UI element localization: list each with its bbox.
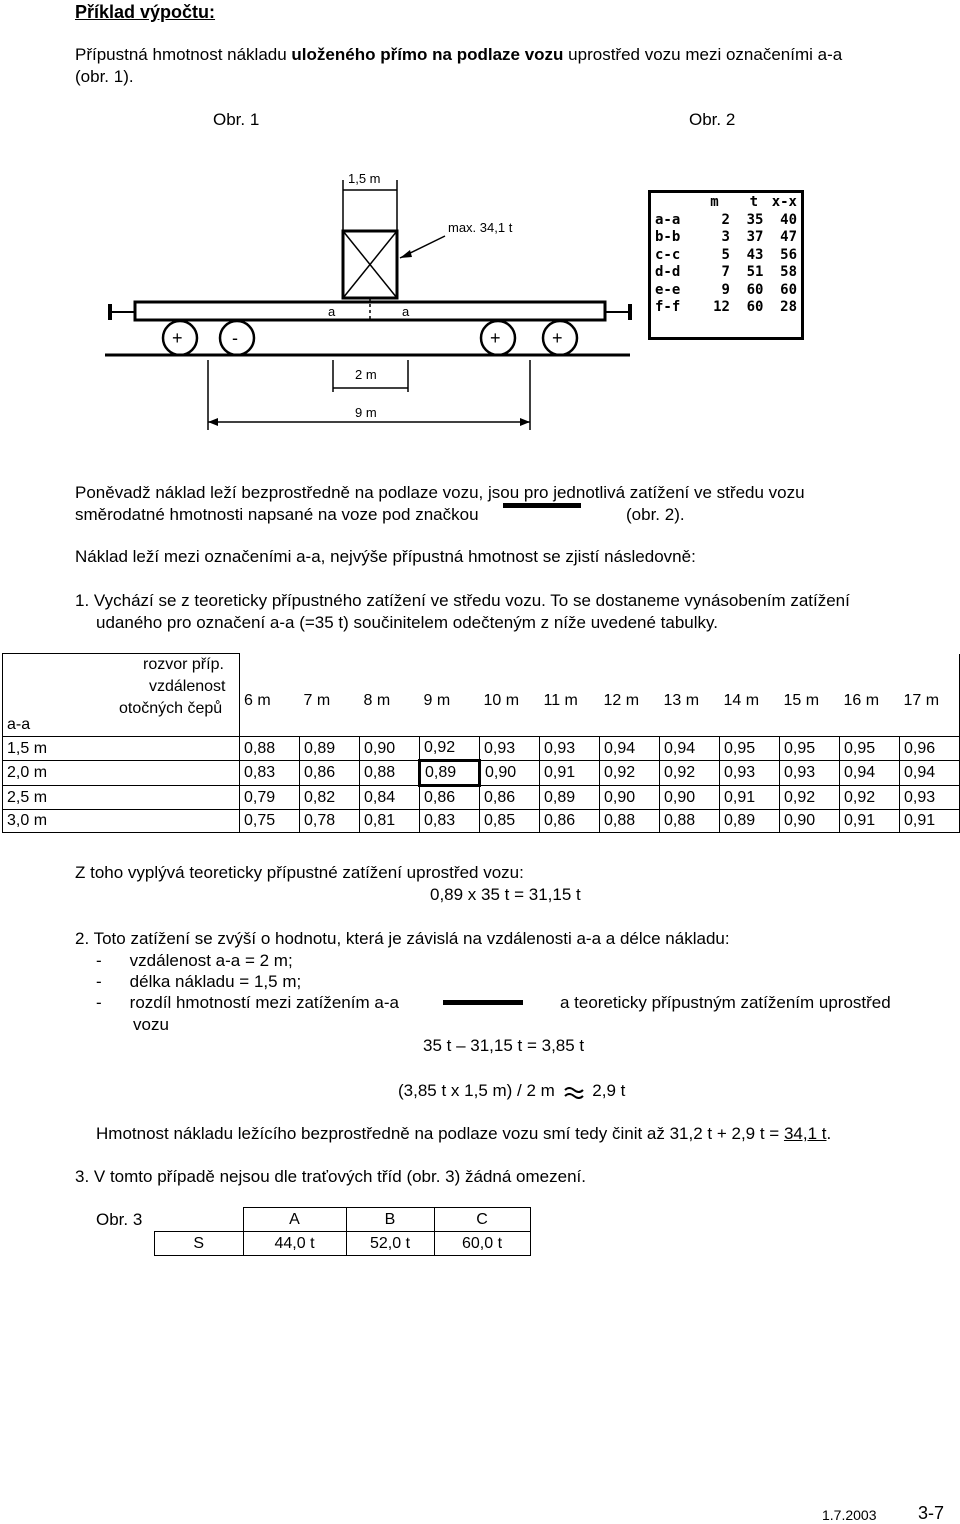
- table-cell: 0,90: [780, 810, 840, 833]
- table-row: [3, 761, 960, 786]
- row-label: 1,5 m: [3, 737, 240, 761]
- route-class-row: [155, 1232, 531, 1256]
- load-mark-symbol-2: [443, 1000, 523, 1005]
- column-header: 8 m: [363, 692, 391, 709]
- table-cell: 0,82: [300, 786, 360, 810]
- page-title: Příklad výpočtu:: [75, 2, 216, 22]
- table-cell: 0,88: [600, 810, 660, 833]
- row-label: 3,0 m: [3, 810, 240, 833]
- table-cell: 0,84: [360, 786, 420, 810]
- outer-dim-label: 9 m: [355, 405, 377, 420]
- final-line: Hmotnost nákladu ležícího bezprostředně na podlaze vozu smí tedy činit až 31,2 t + 2,9 t = 34,1 t.: [96, 1124, 832, 1143]
- table-cell: 0,94: [660, 737, 720, 761]
- row-header-aa: a-a: [3, 714, 240, 737]
- table-cell: 0,93: [720, 761, 780, 786]
- mark-a-right: a: [402, 304, 410, 319]
- svg-text:+: +: [172, 328, 183, 348]
- wagon-diagram: [100, 160, 640, 430]
- wheel-2: [220, 321, 254, 355]
- table-cell: 52,0 t: [346, 1232, 434, 1256]
- column-header: 16 m: [843, 692, 880, 709]
- table-cell: 0,92: [420, 737, 480, 761]
- table-cell: 0,90: [600, 786, 660, 810]
- table-cell: 0,88: [660, 810, 720, 833]
- marking-row: d-d 7 51 58: [655, 264, 797, 280]
- table-cell: 0,93: [780, 761, 840, 786]
- marking-row: e-e 9 60 60: [655, 281, 797, 298]
- marking-row: b-b 3 37 47: [655, 229, 797, 245]
- table-cell: 0,92: [780, 786, 840, 810]
- result1-formula: 0,89 x 35 t = 31,15 t: [430, 885, 581, 904]
- table-cell: 0,83: [240, 761, 300, 786]
- table-cell: 0,86: [300, 761, 360, 786]
- table-cell: 60,0 t: [434, 1232, 530, 1256]
- step2-item1: - vzdálenost a-a = 2 m;: [96, 951, 293, 970]
- table-cell: 0,92: [840, 786, 900, 810]
- table-cell: 0,96: [900, 737, 960, 761]
- result1-line-1: Z toho vyplývá teoreticky přípustné zatížení uprostřed vozu:: [75, 863, 524, 882]
- table-cell: 0,95: [780, 737, 840, 761]
- mark-a-left: a: [328, 304, 336, 319]
- column-header: 17 m: [900, 654, 960, 715]
- table-cell: 0,86: [480, 786, 540, 810]
- table-cell: 0,85: [480, 810, 540, 833]
- table-cell: 0,81: [360, 810, 420, 833]
- table-cell: 0,91: [540, 761, 600, 786]
- step3: 3. V tomto případě nejsou dle traťových tříd (obr. 3) žádná omezení.: [75, 1167, 586, 1186]
- column-header: 10 m: [483, 692, 520, 709]
- column-header: 7 m: [303, 692, 331, 709]
- marking-header: m t x-x: [710, 194, 797, 210]
- para1-line-2: směrodatné hmotnosti napsané na voze pod značkou (obr. 2).: [75, 505, 685, 524]
- row-label: 2,5 m: [3, 786, 240, 810]
- step1-line-1: 1. Vychází se z teoreticky přípustného zatížení ve středu vozu. To se dostaneme vynásobením zatížení: [75, 591, 850, 610]
- column-header: 9 m: [423, 692, 451, 709]
- table-cell: 44,0 t: [243, 1232, 346, 1256]
- step2-formula-1: 35 t – 31,15 t = 3,85 t: [423, 1036, 585, 1055]
- step2-item2: - délka nákladu = 1,5 m;: [96, 972, 302, 991]
- column-header: 6 m: [240, 654, 300, 715]
- table-cell: 0,90: [660, 786, 720, 810]
- figure-2-label: Obr. 2: [689, 110, 736, 129]
- wheel-4: [543, 321, 577, 355]
- table-cell: 0,94: [600, 737, 660, 761]
- route-class-s: S: [155, 1232, 244, 1256]
- table-cell: 0,88: [240, 737, 300, 761]
- column-header: 15 m: [783, 692, 820, 709]
- table-cell: 0,94: [900, 761, 960, 786]
- table-header-row: [3, 654, 960, 715]
- step2-item3-end: vozu: [133, 1015, 169, 1034]
- wheel-1: [163, 321, 197, 355]
- svg-text:-: -: [232, 328, 238, 348]
- load-mark-symbol: [503, 503, 581, 508]
- route-class-a: A: [243, 1208, 346, 1232]
- table-cell: 0,78: [300, 810, 360, 833]
- step2-formula-2: (3,85 t x 1,5 m) / 2 m 2,9 t: [398, 1081, 626, 1100]
- table-cell: 0,86: [420, 786, 480, 810]
- table-cell: 0,90: [360, 737, 420, 761]
- table-cell: 0,92: [600, 761, 660, 786]
- table-cell: 0,92: [660, 761, 720, 786]
- footer-date: 1.7.2003: [822, 1507, 877, 1523]
- step2-item3: - rozdíl hmotností mezi zatížením a-a: [96, 993, 399, 1012]
- svg-text:+: +: [552, 328, 563, 348]
- route-class-b: B: [346, 1208, 434, 1232]
- table-row: [3, 737, 960, 761]
- table-cell: 0,94: [840, 761, 900, 786]
- final-value: 34,1 t: [783, 1124, 827, 1143]
- step2-item3-cont: a teoreticky přípustným zatížením uprostřed: [560, 993, 891, 1012]
- row-label: 2,0 m: [3, 761, 240, 786]
- table-cell: 0,88: [360, 761, 420, 786]
- table-cell: 0,95: [720, 737, 780, 761]
- step1-line-2: udaného pro označení a-a (=35 t) součinitelem odečteným z níže uvedené tabulky.: [96, 613, 718, 632]
- table-cell: 0,79: [240, 786, 300, 810]
- wheel-3: [481, 321, 515, 355]
- para2: Náklad leží mezi označeními a-a, nejvýše přípustná hmotnost se zjistí následovně:: [75, 547, 696, 566]
- table-cell: 0,91: [720, 786, 780, 810]
- table-cell: 0,83: [420, 810, 480, 833]
- table-cell: 0,93: [480, 737, 540, 761]
- table-corner-cell: rozvor příp. vzdálenost otočných čepů: [3, 654, 240, 715]
- table-cell: 0,91: [900, 810, 960, 833]
- table-cell: 0,93: [540, 737, 600, 761]
- marking-row: c-c 5 43 56: [655, 246, 797, 263]
- coefficient-table: [2, 653, 960, 833]
- route-class-c: C: [434, 1208, 530, 1232]
- width-label: 1,5 m: [348, 171, 381, 186]
- figure-3-label: Obr. 3: [96, 1210, 143, 1229]
- marking-row: f-f 12 60 28: [655, 299, 797, 315]
- table-cell: 0,90: [480, 761, 540, 786]
- route-class-table: [154, 1207, 531, 1256]
- para1-line-1: Poněvadž náklad leží bezprostředně na podlaze vozu, jsou pro jednotlivá zatížení ve středu vozu: [75, 483, 805, 502]
- max-load-label: max. 34,1 t: [448, 220, 513, 235]
- column-header: 12 m: [603, 692, 640, 709]
- column-header: 14 m: [723, 692, 760, 709]
- svg-text:+: +: [490, 328, 501, 348]
- table-cell: 0,93: [900, 786, 960, 810]
- table-cell: 0,75: [240, 810, 300, 833]
- approx-icon: [563, 1085, 585, 1099]
- table-cell: 0,91: [840, 810, 900, 833]
- table-row: [3, 786, 960, 810]
- table-row: [3, 810, 960, 833]
- load-marking-table: [648, 190, 804, 340]
- intro-line-1: Přípustná hmotnost nákladu uloženého přímo na podlaze vozu uprostřed vozu mezi označeními a-a: [75, 45, 843, 64]
- table-cell: 0,89: [300, 737, 360, 761]
- table-cell: 0,89: [540, 786, 600, 810]
- route-class-header: [155, 1208, 531, 1232]
- step2-line-1: 2. Toto zatížení se zvýší o hodnotu, která je závislá na vzdálenosti a-a a délce nákladu:: [75, 929, 730, 948]
- column-header: 11 m: [543, 692, 578, 709]
- table-cell: 0,89: [720, 810, 780, 833]
- table-cell: 0,95: [840, 737, 900, 761]
- highlighted-cell: 0,89: [420, 761, 480, 786]
- figure-1-label: Obr. 1: [213, 110, 260, 129]
- page-number: 3-7: [918, 1503, 945, 1523]
- intro-line-2: (obr. 1).: [75, 67, 134, 86]
- table-cell: 0,86: [540, 810, 600, 833]
- marking-row: a-a 2 35 40: [655, 211, 797, 228]
- inner-dim-label: 2 m: [355, 367, 377, 382]
- column-header: 13 m: [663, 692, 700, 709]
